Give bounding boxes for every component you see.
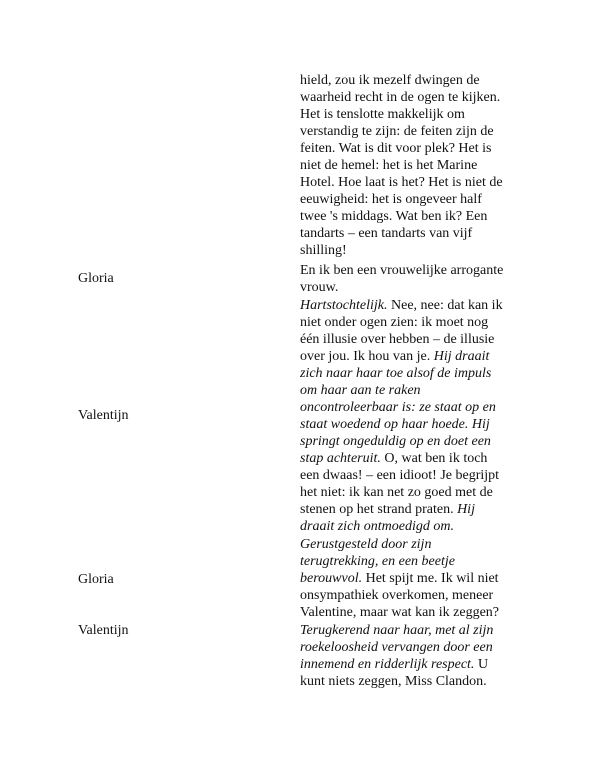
speech-line (300, 399, 532, 416)
speech-line (300, 450, 532, 467)
speech-line (300, 72, 532, 89)
speech-line (300, 89, 532, 106)
dialogue-text: kunt niets zeggen, Miss Clandon. (300, 674, 487, 689)
speech-line (300, 673, 532, 690)
speech-line (300, 501, 532, 518)
dialogue-text: Hotel. Hoe laat is het? Het is niet de (300, 175, 503, 190)
dialogue-text: O, wat ben ik toch (380, 451, 488, 466)
speech-line (300, 331, 532, 348)
stage-direction-text: terugtrekking, en een beetje (300, 554, 455, 569)
speech-line (300, 106, 532, 123)
speech-line (300, 262, 532, 279)
speech-text-5 (300, 622, 532, 690)
dialogue-text: één illusie over hebben – de illusie (300, 332, 495, 347)
speech-text-2 (300, 262, 532, 296)
speech-line (300, 656, 532, 673)
speech-text-4 (300, 536, 532, 621)
stage-direction-text: stap achteruit. (300, 451, 381, 466)
speech-line (300, 484, 532, 501)
dialogue-text: Valentine, maar wat kan ik zeggen? (300, 605, 500, 620)
dialogue-text: Het is tenslotte makkelijk om (300, 107, 465, 122)
dialogue-text: Nee, nee: dat kan ik (387, 298, 503, 313)
speech-line (300, 433, 532, 450)
stage-direction-text: staat woedend op haar hoede. Hij (300, 417, 490, 432)
speech-line (300, 174, 532, 191)
speech-line (300, 570, 532, 587)
dialogue-text: een dwaas! – een idioot! Je begrijpt (300, 468, 500, 483)
dialogue-text: niet de hemel: het is het Marine (300, 158, 478, 173)
speech-line (300, 123, 532, 140)
dialogue-text: onsympathiek overkomen, meneer (300, 588, 494, 603)
stage-direction-text: berouwvol. (300, 571, 363, 586)
dialogue-text: over jou. Ik hou van je. (300, 349, 434, 364)
speech-line (300, 587, 532, 604)
dialogue-text: vrouw. (300, 280, 339, 295)
speaker-name-valentijn-1: Valentijn (78, 408, 129, 423)
stage-direction-text: springt ongeduldig op en doet een (300, 434, 491, 449)
speech-line (300, 208, 532, 225)
dialogue-text: eeuwigheid: het is ongeveer half (300, 192, 482, 207)
stage-direction-text: Terugkerend naar haar, met al zijn (300, 623, 494, 638)
speech-line (300, 314, 532, 331)
stage-direction-text: Gerustgesteld door zijn (300, 537, 432, 552)
dialogue-text: waarheid recht in de ogen te kijken. (300, 90, 501, 105)
dialogue-text: tandarts – een tandarts van vijf (300, 226, 473, 241)
dialogue-text: En ik ben een vrouwelijke arrogante (300, 263, 504, 278)
speech-line (300, 382, 532, 399)
dialogue-text: twee 's middags. Wat ben ik? Een (300, 209, 488, 224)
dialogue-text: niet onder ogen zien: ik moet nog (300, 315, 489, 330)
speaker-name-gloria-2: Gloria (78, 572, 114, 587)
speech-line (300, 553, 532, 570)
dialogue-text: het niet: ik kan net zo goed met de (300, 485, 493, 500)
speech-line (300, 467, 532, 484)
stage-direction-text: Hij (457, 502, 475, 517)
speech-line (300, 518, 532, 535)
speech-text-3 (300, 297, 532, 535)
stage-direction-text: innemend en ridderlijk respect. (300, 657, 475, 672)
speaker-name-gloria-1: Gloria (78, 271, 114, 286)
dialogue-text: verstandig te zijn: de feiten zijn de (300, 124, 494, 139)
dialogue-text: feiten. Wat is dit voor plek? Het is (300, 141, 492, 156)
dialogue-text: stenen op het strand praten. (300, 502, 458, 517)
dialogue-text: shilling! (300, 243, 347, 258)
speech-line (300, 242, 532, 259)
stage-direction-text: roekeloosheid vervangen door een (300, 640, 493, 655)
speech-line (300, 297, 532, 314)
speech-text-1 (300, 72, 532, 259)
speech-line (300, 157, 532, 174)
speech-line (300, 622, 532, 639)
speech-line (300, 365, 532, 382)
dialogue-text: U (474, 657, 489, 672)
dialogue-text: Het spijt me. Ik wil niet (362, 571, 499, 586)
dialogue-text: hield, zou ik mezelf dwingen de (300, 73, 480, 88)
speech-line (300, 191, 532, 208)
speech-line (300, 639, 532, 656)
speech-line (300, 348, 532, 365)
speech-line (300, 536, 532, 553)
speech-line (300, 140, 532, 157)
speech-line (300, 604, 532, 621)
stage-direction-text: om haar aan te raken (300, 383, 421, 398)
stage-direction-text: oncontroleerbaar is: ze staat op en (300, 400, 496, 415)
speech-line (300, 225, 532, 242)
stage-direction-text: Hartstochtelijk. (300, 298, 388, 313)
speech-line (300, 416, 532, 433)
stage-direction-text: Hij draait (433, 349, 490, 364)
speech-line (300, 279, 532, 296)
stage-direction-text: draait zich ontmoedigd om. (300, 519, 454, 534)
speaker-name-valentijn-2: Valentijn (78, 623, 129, 638)
stage-direction-text: zich naar haar toe alsof de impuls (300, 366, 492, 381)
